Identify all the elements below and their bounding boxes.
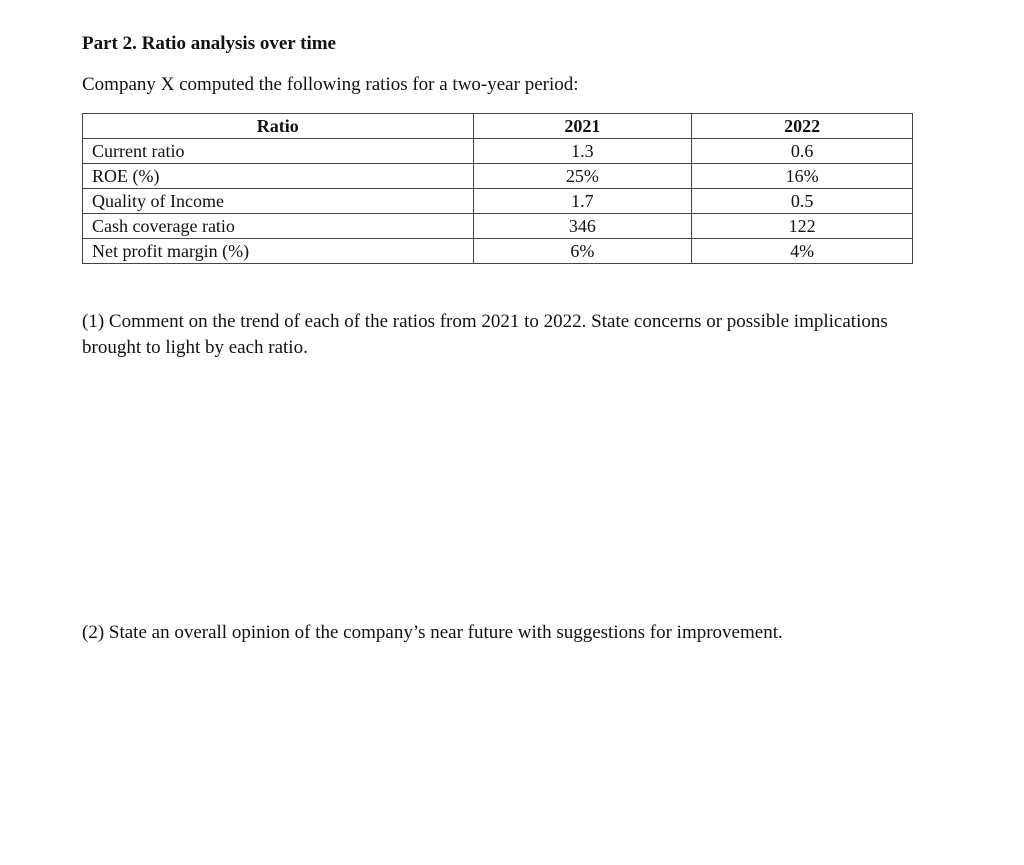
table-row	[83, 189, 913, 214]
value-2022: 16%	[692, 164, 913, 189]
value-2022: 122	[692, 214, 913, 239]
table-row	[83, 164, 913, 189]
ratio-name: Cash coverage ratio	[83, 214, 474, 239]
question-2: (2) State an overall opinion of the company’s near future with suggestions for improvement.	[82, 622, 783, 643]
table-row	[83, 239, 913, 264]
header-2022: 2022	[692, 114, 913, 139]
table-row	[83, 139, 913, 164]
value-2021: 1.3	[473, 139, 692, 164]
value-2021: 25%	[473, 164, 692, 189]
value-2022: 4%	[692, 239, 913, 264]
value-2021: 1.7	[473, 189, 692, 214]
value-2021: 346	[473, 214, 692, 239]
part-heading: Part 2. Ratio analysis over time	[82, 33, 336, 54]
table-row	[83, 214, 913, 239]
table-header-row	[83, 114, 913, 139]
intro-text: Company X computed the following ratios for a two-year period:	[82, 74, 579, 95]
ratio-table	[82, 113, 913, 264]
ratio-name: Net profit margin (%)	[83, 239, 474, 264]
value-2022: 0.6	[692, 139, 913, 164]
ratio-name: Current ratio	[83, 139, 474, 164]
header-2021: 2021	[473, 114, 692, 139]
value-2021: 6%	[473, 239, 692, 264]
value-2022: 0.5	[692, 189, 913, 214]
header-ratio: Ratio	[83, 114, 474, 139]
question-1: (1) Comment on the trend of each of the ratios from 2021 to 2022. State concerns or possible implications brought to light by each ratio.	[82, 311, 888, 358]
ratio-name: Quality of Income	[83, 189, 474, 214]
ratio-name: ROE (%)	[83, 164, 474, 189]
